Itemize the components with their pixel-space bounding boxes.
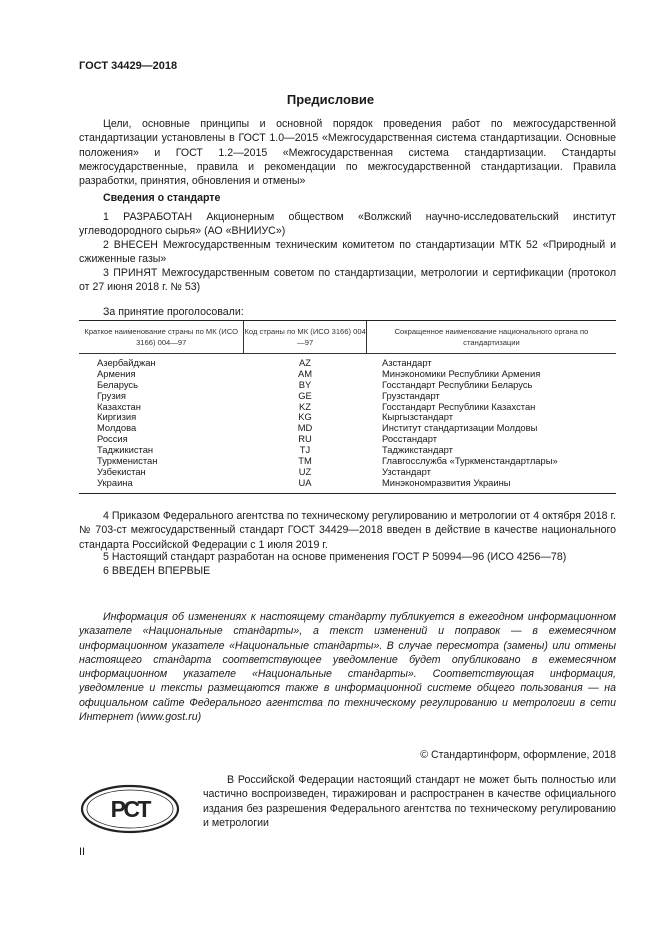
standards-body-cell: Таджикстандарт bbox=[382, 444, 453, 456]
country-name-cell: Таджикистан bbox=[97, 444, 154, 456]
notice-text: Информация об изменениях к настоящему стандарту публикуется в ежегодном информационном указателе «Национальные стандарты», а текст изменений и поправок — в ежемесячном информационном указателе «Национальные стандарты». В случае пересмотра (замены) или отмены настоящего стандарта соответствующее уведомление будет опубликовано в ежемесячном информационном указателе «Национальные стандарты». Соответствующая информация, уведомление и тексты размещаются также в информационной системе общего пользования — на официальном сайте Федерального агентства по техническому регулированию и метрологии в сети Интернет (www.gost.ru) bbox=[79, 611, 616, 724]
item-5-text: 5 Настоящий стандарт разработан на основе применения ГОСТ Р 50994—96 (ИСО 4256—78) bbox=[103, 551, 567, 563]
item-3 bbox=[79, 266, 616, 295]
table-row bbox=[79, 369, 616, 380]
header-country-name: Краткое наименование страны по МК (ИСО 3166) 004—97 bbox=[84, 327, 238, 347]
item-5 bbox=[79, 550, 616, 564]
standards-body-cell: Кыргызстандарт bbox=[382, 411, 454, 423]
item-2 bbox=[79, 238, 616, 267]
country-name-cell: Украина bbox=[97, 476, 133, 488]
notice-paragraph bbox=[79, 610, 616, 724]
standards-body-cell: Минэкономики Республики Армения bbox=[382, 367, 541, 379]
table-row bbox=[79, 467, 616, 478]
gost-r-certification-mark-icon bbox=[80, 784, 180, 834]
country-code-cell: AZ bbox=[299, 357, 311, 368]
standards-body-cell: Минэкономразвития Украины bbox=[382, 476, 511, 488]
table-row bbox=[79, 456, 616, 467]
info-heading: Сведения о стандарте bbox=[103, 192, 221, 204]
country-name-cell: Беларусь bbox=[97, 378, 139, 390]
table-row bbox=[79, 434, 616, 445]
item-1-text: 1 РАЗРАБОТАН Акционерным обществом «Волжский научно-исследовательский институт углеводородного сырья» (АО «ВНИИУС») bbox=[79, 211, 616, 238]
country-name-cell: Россия bbox=[97, 433, 128, 445]
standards-body-cell: Азстандарт bbox=[382, 357, 432, 368]
standards-body-cell: Росстандарт bbox=[382, 433, 437, 445]
item-4 bbox=[79, 509, 616, 552]
country-code-cell: TJ bbox=[299, 444, 311, 456]
vote-label: За принятие проголосовали: bbox=[103, 306, 244, 318]
country-code-cell: UA bbox=[298, 476, 312, 488]
country-name-cell: Армения bbox=[97, 367, 136, 379]
table-body bbox=[79, 354, 616, 493]
standards-body-cell: Госстандарт Республики Казахстан bbox=[382, 400, 536, 412]
table-row bbox=[79, 402, 616, 413]
logo-svg bbox=[80, 784, 180, 834]
standards-body-cell: Узстандарт bbox=[382, 465, 431, 477]
country-name-cell: Киргизия bbox=[97, 411, 137, 423]
country-code-cell: TM bbox=[298, 455, 312, 467]
country-code-cell: KZ bbox=[299, 400, 311, 412]
header-country-code: Код страны по МК (ИСО 3166) 004—97 bbox=[243, 321, 366, 353]
copyright: © Стандартинформ, оформление, 2018 bbox=[420, 749, 616, 761]
table-header bbox=[79, 321, 616, 354]
intro-text: Цели, основные принципы и основной порядок проведения работ по межгосударственной стандартизации установлены в ГОСТ 1.0—2015 «Межгосударственная система стандартизации. Основные положения» и ГОСТ 1.2—2015 «Межгосударственная система стандартизации. Стандарты межгосударственные, правила и рекомендации по межгосударственной стандартизации. Правила разработки, принятия, обновления и отмены» bbox=[79, 118, 616, 188]
page-number: II bbox=[79, 846, 86, 858]
standards-body-cell: Институт стандартизации Молдовы bbox=[382, 422, 538, 434]
header-standards-body: Сокращенное наименование национального органа по стандартизации bbox=[366, 321, 616, 353]
table-row bbox=[79, 478, 616, 489]
country-name-cell: Туркменистан bbox=[97, 455, 158, 467]
rights-paragraph bbox=[203, 773, 616, 830]
table-bottom-rule bbox=[79, 493, 616, 494]
countries-table bbox=[79, 320, 616, 494]
table-row bbox=[79, 423, 616, 434]
item-6-text: 6 ВВЕДЕН ВПЕРВЫЕ bbox=[103, 565, 211, 577]
rights-text: В Российской Федерации настоящий стандарт не может быть полностью или частично воспроизведен, тиражирован и распространен в качестве официального издания без разрешения Федерального агентства по техническому регулированию и метрологии bbox=[203, 774, 616, 829]
country-name-cell: Грузия bbox=[97, 389, 126, 401]
item-6 bbox=[79, 564, 616, 578]
standards-body-cell: Грузстандарт bbox=[382, 389, 440, 401]
country-name-cell: Азербайджан bbox=[97, 357, 156, 368]
intro-paragraph bbox=[79, 117, 616, 188]
country-code-cell: GE bbox=[298, 389, 312, 401]
country-name-cell: Узбекистан bbox=[97, 465, 146, 477]
logo-text: РСТ bbox=[110, 796, 150, 822]
page-title: Предисловие bbox=[286, 92, 375, 107]
country-code-cell: KG bbox=[298, 411, 312, 423]
country-name-cell: Казахстан bbox=[97, 400, 141, 412]
country-code-cell: RU bbox=[298, 433, 312, 445]
item-3-text: 3 ПРИНЯТ Межгосударственным советом по стандартизации, метрологии и сертификации (протокол от 27 июня 2018 г. № 53) bbox=[79, 267, 616, 294]
country-code-cell: UZ bbox=[298, 465, 312, 477]
item-1 bbox=[79, 210, 616, 239]
item-2-text: 2 ВНЕСЕН Межгосударственным техническим комитетом по стандартизации МТК 52 «Природный и сжиженные газы» bbox=[79, 239, 616, 266]
country-code-cell: MD bbox=[297, 422, 313, 434]
standards-body-cell: Госстандарт Республики Беларусь bbox=[382, 378, 533, 390]
country-name-cell: Молдова bbox=[97, 422, 137, 434]
table-row bbox=[79, 391, 616, 402]
standards-body-cell: Главгосслужба «Туркменстандартлары» bbox=[382, 455, 558, 467]
country-code-cell: BY bbox=[298, 378, 312, 390]
country-code-cell: AM bbox=[297, 367, 313, 379]
table-row bbox=[79, 380, 616, 391]
standard-code: ГОСТ 34429—2018 bbox=[79, 60, 178, 72]
item-4-text: 4 Приказом Федерального агентства по техническому регулированию и метрологии от 4 октября 2018 г. № 703-ст межгосударственный стандарт ГОСТ 34429—2018 введен в действие в качестве национального стандарта Российской Федерации с 1 июля 2019 г. bbox=[79, 510, 616, 551]
